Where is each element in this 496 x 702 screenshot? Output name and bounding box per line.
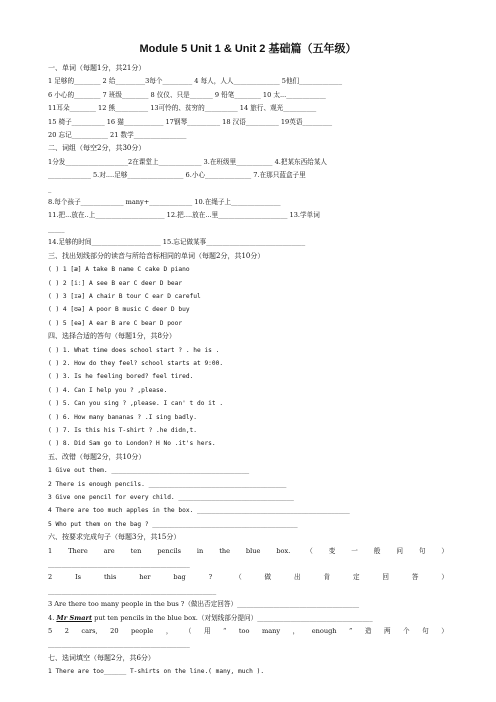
word: 用 xyxy=(203,627,211,636)
correction-question: 1 Give out them. _____________________________________ xyxy=(48,467,250,475)
section-header: 七、选词填空（每题2分，共6分） xyxy=(48,653,155,662)
section-header: 五、改错（每题2分，共10分） xyxy=(48,452,146,461)
word: ） xyxy=(441,546,448,555)
word-choice-question: 1 There are too______ T-shirts on the line.( many, much ). xyxy=(48,668,265,676)
word: 变 xyxy=(328,546,336,555)
word: 般 xyxy=(373,546,381,555)
question-number: 4. xyxy=(48,613,57,622)
section-header: 六、按要求完成句子（每题3分，共15分） xyxy=(48,533,181,542)
correction-question: 3 Give one pencil for every child. _______________________________ xyxy=(48,494,294,501)
word: ， xyxy=(165,627,173,636)
word: the xyxy=(219,546,230,555)
transform-question-5 xyxy=(48,625,448,638)
word: blue xyxy=(245,546,261,555)
matching-question: ( ) 1. What time does school start ? . he is . xyxy=(48,346,220,354)
section-header: 三、找出划线部分的读音与所给音标相同的单词（每题2分，共10分） xyxy=(48,251,265,260)
section-phonetics xyxy=(48,250,448,330)
matching-question: ( ) 3. Is he feeling bored? feel tired. xyxy=(48,373,194,381)
section-vocabulary xyxy=(48,62,448,142)
vocab-row: 1 足够的________ 2 给_________3每个_________ 4 每人，人人______________ 5他们_____________ xyxy=(48,77,343,86)
word: too xyxy=(238,627,250,636)
word: ” xyxy=(349,627,353,636)
answer-blank: ___________________________________________________ xyxy=(48,586,217,595)
word: box. xyxy=(276,546,291,555)
word: enough xyxy=(311,627,337,636)
phonetic-question: ( ) 5 [eə] A ear B are C bear D poor xyxy=(48,319,183,327)
correction-question: 4 There are too much apples in the box. _________________________________________ xyxy=(48,507,350,515)
word: （ xyxy=(184,627,192,636)
phonetic-question: ( ) 1 [æ] A take B name C cake D piano xyxy=(48,266,190,274)
word: Is xyxy=(75,573,82,582)
section-matching xyxy=(48,330,448,451)
word: are xyxy=(103,546,115,555)
correction-question: 2 There is enough pencils. _____________________________________ xyxy=(48,480,287,488)
phrase-row: _ xyxy=(48,184,52,193)
word: 问 xyxy=(396,546,403,555)
word: this xyxy=(103,573,117,582)
word: 出 xyxy=(294,573,301,582)
phrase-row: 8.每个孩子_____________ many+_____________ 10.在绳子上_______________ xyxy=(48,198,281,207)
word: 2 xyxy=(48,573,53,582)
phrase-row: 11.把...放在..上_____________________ 12.把....放在...里_____________________ 13.学单词 xyxy=(48,211,320,220)
word: 定 xyxy=(352,573,360,582)
word: ， xyxy=(292,627,300,636)
vocab-row: 11耳朵________ 12 熊__________ 13可怜的、贫穷的__________ 14 旅行、观光__________ xyxy=(48,104,317,113)
word: 造 xyxy=(364,627,372,636)
word: 20 xyxy=(110,627,119,636)
word: ? xyxy=(208,573,213,582)
word: 做 xyxy=(264,573,272,582)
phonetic-question: ( ) 4 [ʊə] A poor B music C deer D buy xyxy=(48,306,190,314)
section-word-choice xyxy=(48,652,448,679)
word: 2 xyxy=(64,627,69,636)
transform-question-4 xyxy=(48,612,448,625)
matching-question: ( ) 5. Can you sing ? ,please. I can' t do it . xyxy=(48,400,224,408)
section-header: 一、单词（每题1分，共21分） xyxy=(48,64,146,72)
word: 肯 xyxy=(323,573,331,582)
section-header: 四、选择合适的答句（每题1分，共8分） xyxy=(48,332,176,341)
transform-question-1 xyxy=(48,545,448,558)
section-sentence-transform xyxy=(48,531,448,652)
page-title: Module 5 Unit 1 & Unit 2 基础篇（五年级） xyxy=(139,43,357,55)
word: 个 xyxy=(403,627,410,636)
word: 句 xyxy=(422,627,429,636)
underlined-subject: Mr Smart xyxy=(56,613,92,622)
word: There xyxy=(68,546,88,555)
phrase-row: _____________ 5.对....足够_________________ 6.小心______________ 7.在那只蓝盒子里 xyxy=(48,171,306,180)
transform-question-3: 3 Are there too many people in the bus ?（做出否定回答）_____________________________________ xyxy=(48,600,360,609)
word: 答 xyxy=(411,573,419,582)
word: 一 xyxy=(351,546,358,555)
correction-question: 5 Who put them on the bag ? _______________________________________ xyxy=(48,520,298,528)
vocab-row: 20 忘记___________ 21 数学________________ xyxy=(48,131,187,140)
word: “ xyxy=(223,627,227,636)
word: in xyxy=(196,546,204,555)
section-header: 二、词组（每空2分，共30分） xyxy=(48,144,146,153)
worksheet xyxy=(48,40,448,679)
word: 1 xyxy=(48,546,53,555)
transform-question-2 xyxy=(48,571,448,584)
answer-blank: ___________________________________________ xyxy=(48,560,190,569)
section-phrases xyxy=(48,142,448,249)
matching-question: ( ) 2. How do they feel? school starts at 9:00. xyxy=(48,359,224,367)
word: ） xyxy=(441,627,448,636)
phonetic-question: ( ) 3 [ɪə] A chair B tour C ear D careful xyxy=(48,292,201,300)
word: （ xyxy=(235,573,242,582)
vocab-row: 15 椅子__________ 16 猫____________ 17钢琴__________ 18 汉语__________ 19英语_________ xyxy=(48,117,333,126)
question-text: put ten pencils in the blue box.（对划线部分提问）___________________________________ xyxy=(92,613,373,622)
answer-blank: ___________________________________________ xyxy=(48,640,190,649)
word: 句 xyxy=(418,546,426,555)
phrase-row: 1分发___________________2在课堂上_____________ 3.在班级里___________ 4.把某东西给某人 xyxy=(48,157,328,166)
word: her xyxy=(139,573,151,582)
section-error-correction xyxy=(48,451,448,531)
word: ten xyxy=(130,546,142,555)
phrase-row: 14.足够的时间_____________________ 15.忘记做某事______________________________ xyxy=(48,238,306,247)
word: people xyxy=(131,627,154,636)
word: ） xyxy=(441,573,448,582)
word: cars, xyxy=(81,627,98,636)
word: bag xyxy=(173,573,186,582)
phonetic-question: ( ) 2 [iː] A see B ear C deer D bear xyxy=(48,279,183,287)
word: 两 xyxy=(383,627,391,636)
word: 回 xyxy=(382,573,390,582)
matching-question: ( ) 6. How many bananas ? .I sing badly. xyxy=(48,413,198,421)
vocab-row: 6 小心的________ 7 班级________ 8 仪仪、只是_______ 9 铅笔________ 10 太...____________ xyxy=(48,90,326,99)
matching-question: ( ) 4. Can I help you ? ,please. xyxy=(48,386,168,394)
word: pencils xyxy=(157,546,181,555)
phrase-row: _____ xyxy=(48,224,65,233)
word: （ xyxy=(306,546,313,555)
word: 5 xyxy=(48,627,53,636)
word: many xyxy=(261,627,281,636)
matching-question: ( ) 7. Is this his T-shirt ? .he didn,t. xyxy=(48,426,198,434)
matching-question: ( ) 8. Did Sam go to London? H No .it's hers. xyxy=(48,440,216,448)
